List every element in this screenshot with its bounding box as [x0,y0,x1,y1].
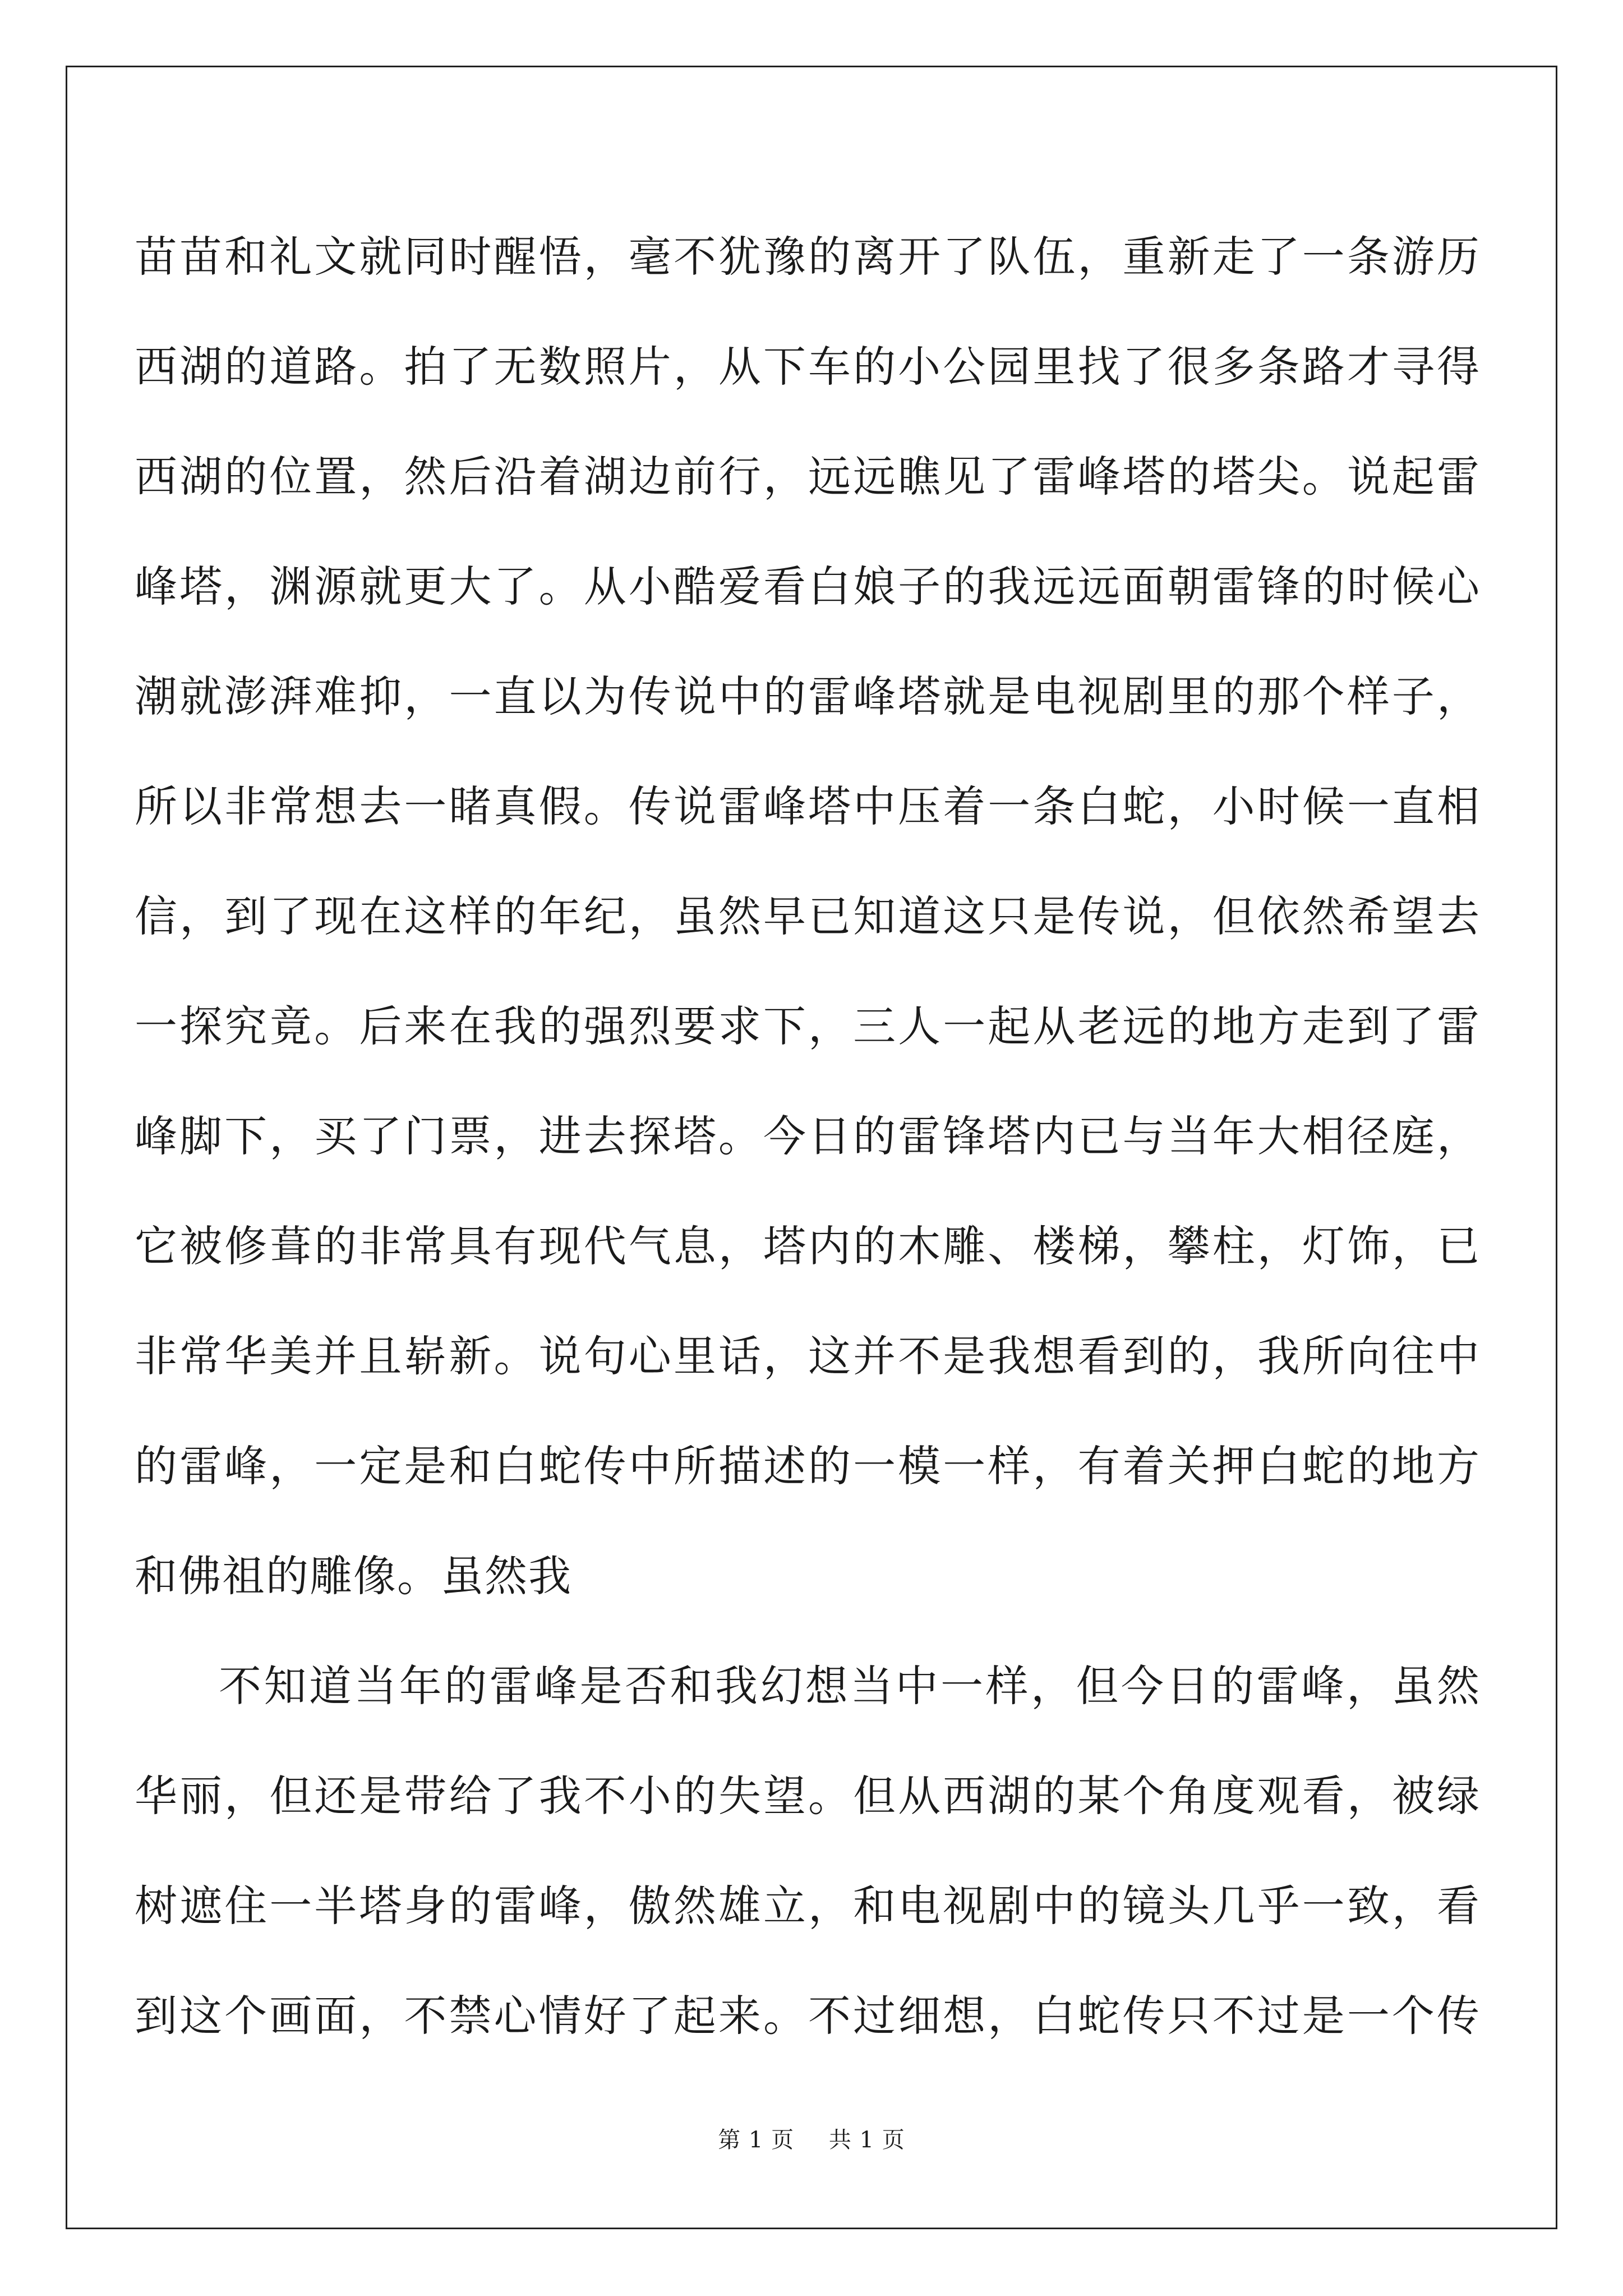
text-line: 峰塔，渊源就更大了。从小酷爱看白娘子的我远远面朝雷锋的时候心 [135,562,1481,611]
document-body [135,202,1481,2071]
page-total: 共 1 页 [828,2127,905,2153]
text-line: 信，到了现在这样的年纪，虽然早已知道这只是传说，但依然希望去 [135,891,1481,941]
text-line: 它被修葺的非常具有现代气息，塔内的木雕、楼梯，攀柱，灯饰，已 [135,1221,1481,1271]
text-line: 西湖的道路。拍了无数照片，从下车的小公园里找了很多条路才寻得 [135,342,1481,392]
text-line: 所以非常想去一睹真假。传说雷峰塔中压着一条白蛇，小时候一直相 [135,781,1481,831]
text-line: 潮就澎湃难抑，一直以为传说中的雷峰塔就是电视剧里的那个样子， [135,671,1481,721]
text-line: 非常华美并且崭新。说句心里话，这并不是我想看到的，我所向往中 [135,1331,1481,1381]
text-line: 华丽，但还是带给了我不小的失望。但从西湖的某个角度观看，被绿 [135,1771,1481,1821]
page-number: 第 1 页 [718,2127,795,2153]
text-line: 树遮住一半塔身的雷峰，傲然雄立，和电视剧中的镜头几乎一致，看 [135,1881,1481,1931]
text-line: 的雷峰，一定是和白蛇传中所描述的一模一样，有着关押白蛇的地方 [135,1441,1481,1491]
text-line: 西湖的位置，然后沿着湖边前行，远远瞧见了雷峰塔的塔尖。说起雷 [135,452,1481,501]
text-line: 和佛祖的雕像。虽然我 [135,1551,572,1601]
text-line: 苗苗和礼文就同时醒悟，毫不犹豫的离开了队伍，重新走了一条游历 [135,232,1481,282]
text-line: 不知道当年的雷峰是否和我幻想当中一样，但今日的雷峰，虽然 [219,1661,1481,1711]
text-line: 到这个画面，不禁心情好了起来。不过细想，白蛇传只不过是一个传 [135,1991,1481,2041]
text-line: 峰脚下，买了门票，进去探塔。今日的雷锋塔内已与当年大相径庭， [135,1111,1481,1161]
text-line: 一探究竟。后来在我的强烈要求下，三人一起从老远的地方走到了雷 [135,1001,1481,1051]
page-footer [66,2123,1557,2157]
